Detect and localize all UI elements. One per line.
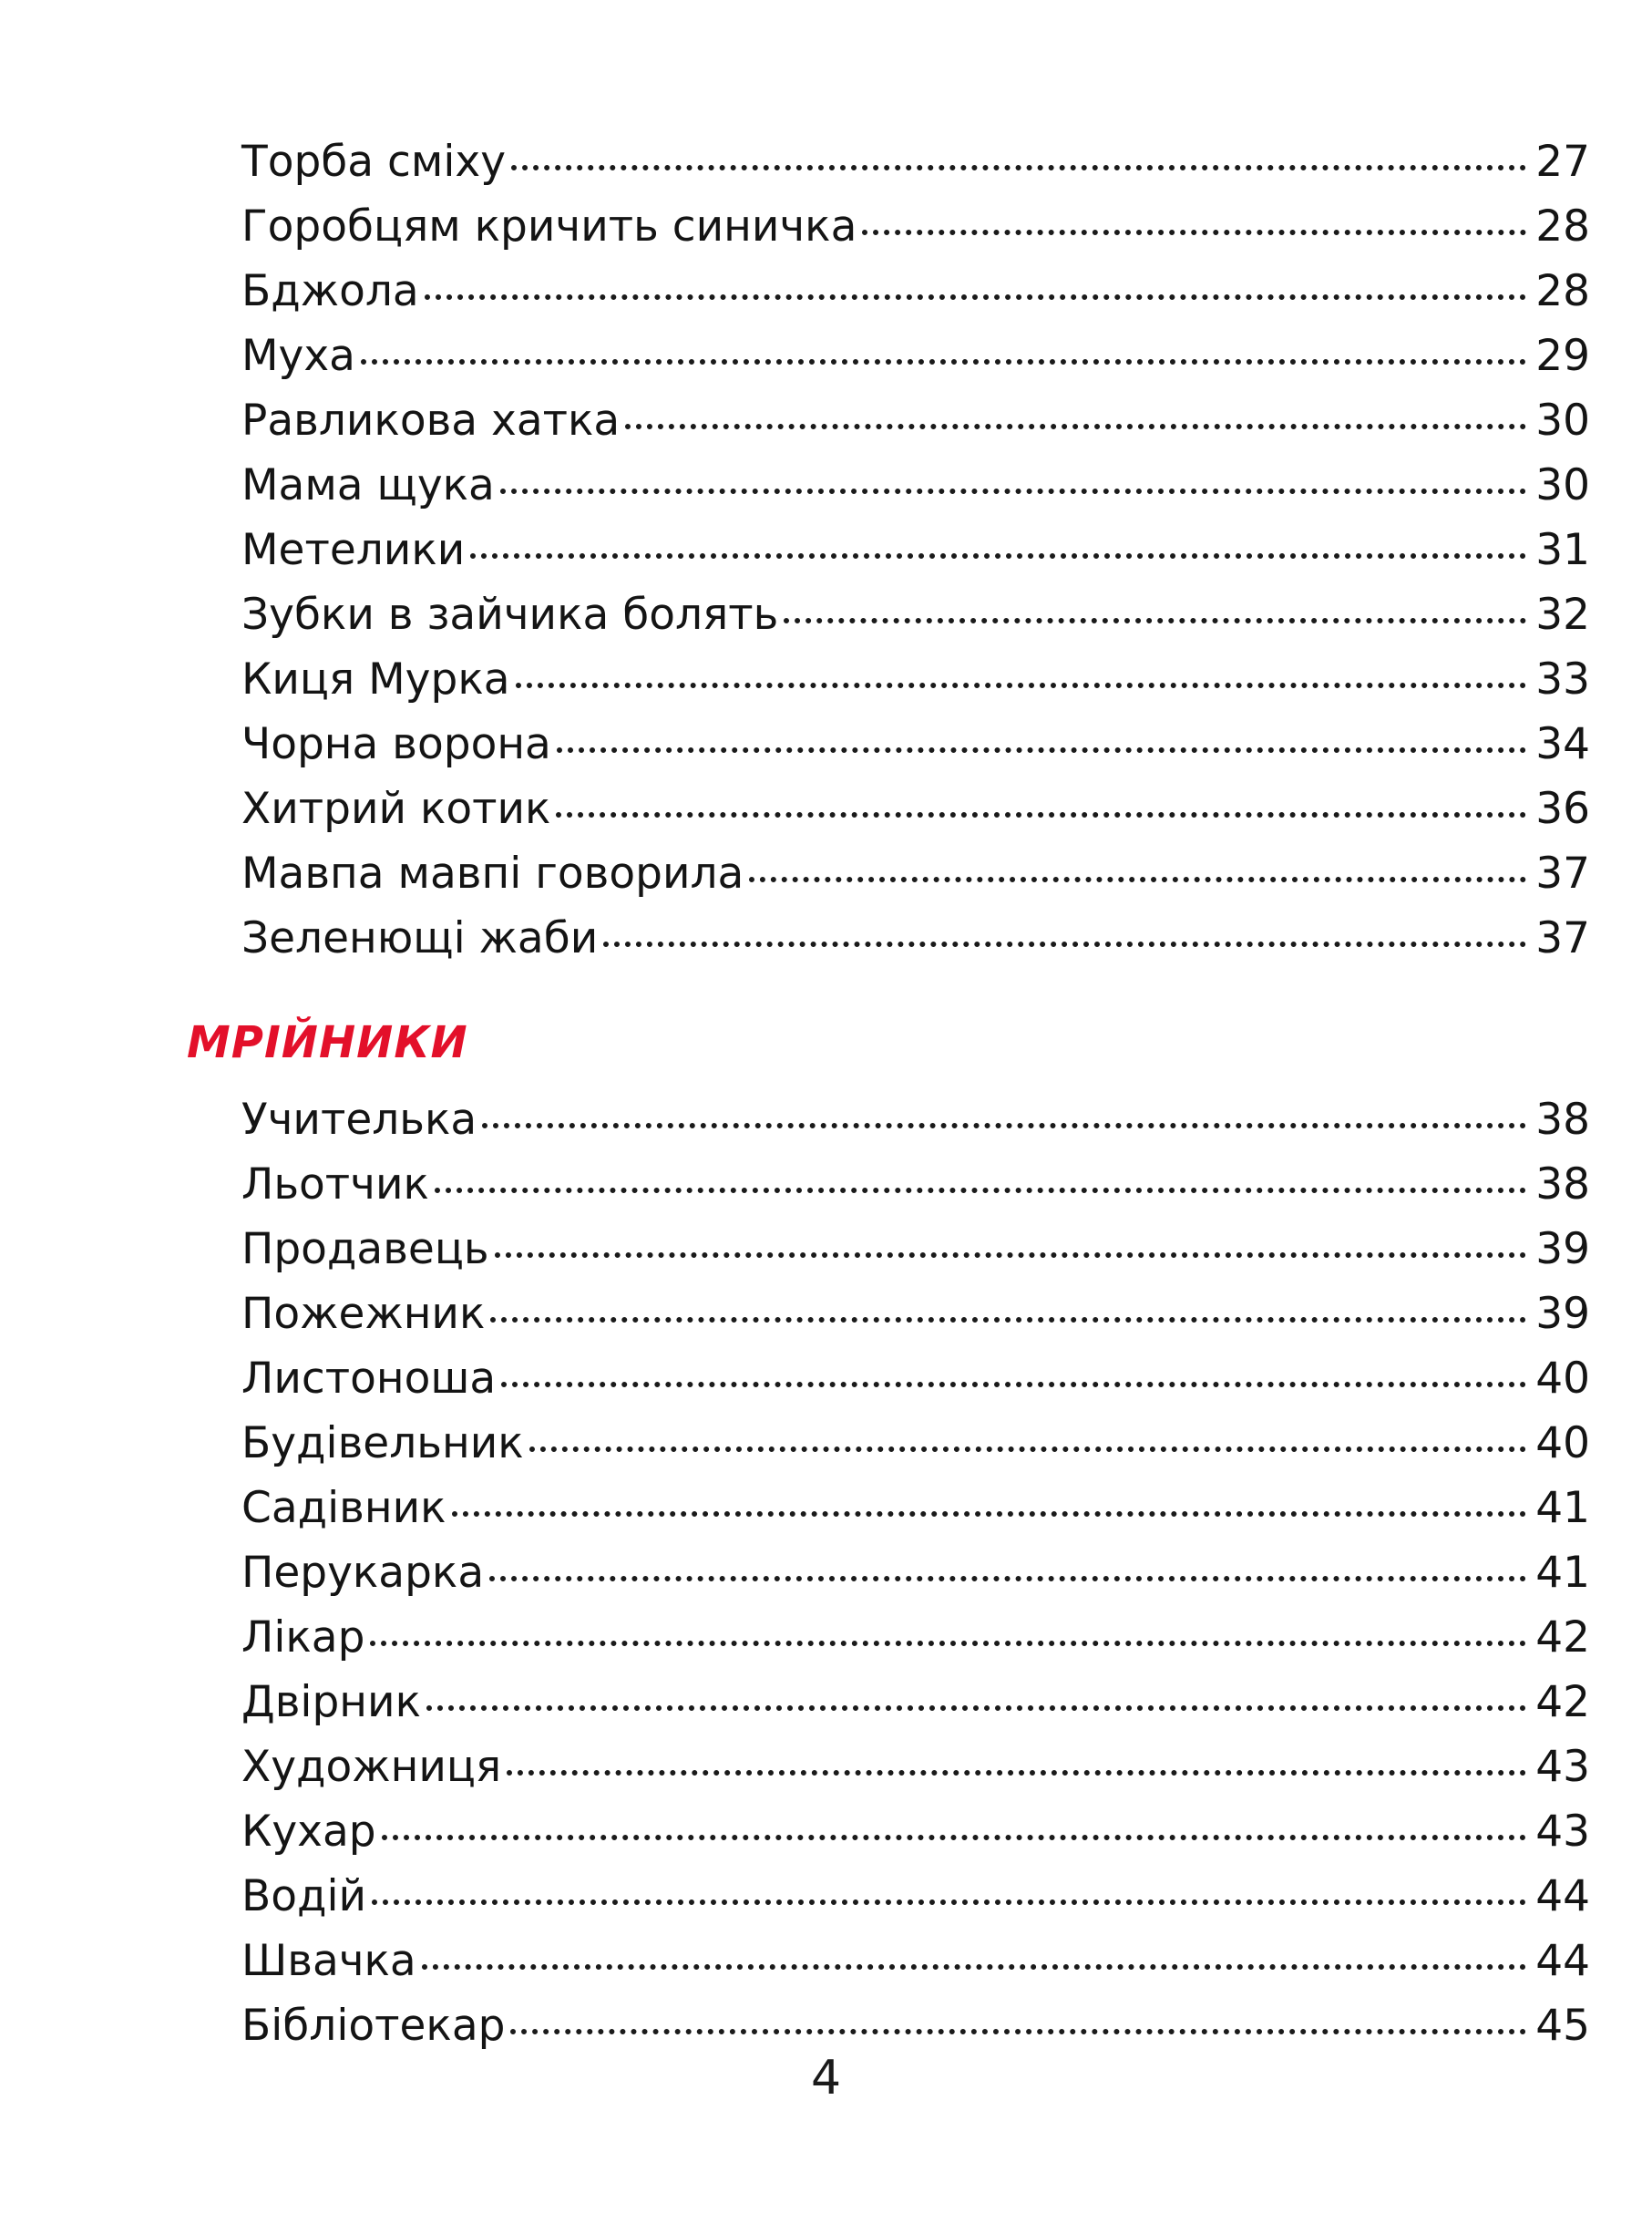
toc-entry-page: 44 — [1535, 1871, 1590, 1921]
toc-entry — [241, 1476, 1590, 1540]
dot-leader — [557, 747, 1526, 753]
toc-entry-title: Лікар — [241, 1612, 365, 1663]
toc-entry — [241, 777, 1590, 841]
toc-entry-page: 29 — [1535, 331, 1590, 381]
toc-entry-title: Перукарка — [241, 1548, 485, 1598]
dot-leader — [749, 877, 1526, 882]
toc-entry-title: Двірник — [241, 1677, 421, 1727]
dot-leader — [361, 359, 1526, 365]
dot-leader — [510, 2029, 1526, 2034]
toc-entry-page: 33 — [1535, 654, 1590, 705]
toc-entry-title: Равликова хатка — [241, 396, 621, 446]
toc-entry-page: 34 — [1535, 719, 1590, 769]
dot-leader — [507, 1770, 1526, 1776]
toc-entry-title: Торба сміху — [241, 137, 507, 187]
toc-entry-page: 40 — [1535, 1354, 1590, 1404]
dot-leader — [372, 1899, 1526, 1905]
toc-entry-title: Кухар — [241, 1807, 376, 1857]
toc-entry-title: Льотчик — [241, 1159, 429, 1210]
toc-entry — [241, 324, 1590, 388]
toc-entry-page: 28 — [1535, 201, 1590, 252]
toc-entry-title: Зубки в зайчика болять — [241, 590, 779, 640]
toc-entry — [241, 388, 1590, 453]
dot-leader — [784, 618, 1526, 623]
toc-entry-title: Киця Мурка — [241, 654, 510, 705]
dot-leader — [470, 553, 1526, 559]
toc-entry — [241, 1799, 1590, 1864]
toc-entry-page: 43 — [1535, 1807, 1590, 1857]
toc-entry — [241, 1605, 1590, 1670]
toc-entry-page: 30 — [1535, 396, 1590, 446]
toc-entry — [241, 1346, 1590, 1411]
toc-entry-page: 42 — [1535, 1677, 1590, 1727]
toc-entry-title: Бджола — [241, 266, 419, 316]
dot-leader — [511, 165, 1526, 170]
toc-entry — [241, 1864, 1590, 1929]
dot-leader — [500, 489, 1526, 494]
dot-leader — [482, 1123, 1526, 1128]
toc-entry-page: 37 — [1535, 913, 1590, 963]
toc-entry — [241, 1735, 1590, 1799]
dot-leader — [603, 942, 1526, 947]
toc-entry-page: 43 — [1535, 1742, 1590, 1792]
toc-entry — [241, 259, 1590, 324]
toc-entry-title: Чорна ворона — [241, 719, 551, 769]
toc-entry-page: 38 — [1535, 1095, 1590, 1145]
toc-entry — [241, 1217, 1590, 1282]
toc-entry — [241, 1282, 1590, 1346]
toc-entry — [241, 194, 1590, 259]
toc-entry — [241, 1929, 1590, 1993]
dot-leader — [625, 424, 1526, 429]
dot-leader — [489, 1576, 1526, 1581]
dot-leader — [862, 230, 1526, 235]
toc-entry-page: 45 — [1535, 2001, 1590, 2051]
toc-entry-page: 30 — [1535, 460, 1590, 510]
toc-entry — [241, 1670, 1590, 1735]
dot-leader — [382, 1835, 1527, 1840]
toc-entry-page: 39 — [1535, 1224, 1590, 1274]
toc-entry-page: 32 — [1535, 590, 1590, 640]
dot-leader — [495, 1252, 1527, 1258]
dot-leader — [490, 1317, 1526, 1323]
toc-entry-page: 42 — [1535, 1612, 1590, 1663]
toc-entry-title: Метелики — [241, 525, 466, 575]
toc-entry — [241, 1540, 1590, 1605]
toc-entry-page: 31 — [1535, 525, 1590, 575]
toc-entry-page: 36 — [1535, 784, 1590, 834]
toc-entry-page: 41 — [1535, 1548, 1590, 1598]
toc-entry-page: 39 — [1535, 1289, 1590, 1339]
toc-entry-title: Бібліотекар — [241, 2001, 506, 2051]
dot-leader — [556, 812, 1526, 818]
dot-leader — [422, 1964, 1526, 1970]
dot-leader — [529, 1446, 1527, 1452]
toc-entry-title: Швачка — [241, 1936, 416, 1986]
toc-entry-title: Художниця — [241, 1742, 502, 1792]
toc-section-1 — [241, 129, 1590, 971]
toc-entry-title: Водій — [241, 1871, 367, 1921]
toc-entry-title: Зеленющі жаби — [241, 913, 599, 963]
toc-entry-title: Мавпа мавпі говорила — [241, 849, 744, 899]
toc-entry — [241, 453, 1590, 518]
toc-entry-page: 37 — [1535, 849, 1590, 899]
dot-leader — [452, 1511, 1527, 1517]
toc-section-2 — [241, 1087, 1590, 2058]
toc-entry — [241, 582, 1590, 647]
toc-entry-title: Будівельник — [241, 1418, 524, 1468]
dot-leader — [425, 294, 1527, 300]
page-number: 4 — [810, 2051, 842, 2105]
toc-entry-page: 38 — [1535, 1159, 1590, 1210]
toc-entry — [241, 906, 1590, 971]
toc-entry-title: Муха — [241, 331, 355, 381]
toc-entry-page: 41 — [1535, 1483, 1590, 1533]
toc-entry — [241, 712, 1590, 777]
toc-entry-title: Продавець — [241, 1224, 489, 1274]
toc-entry-title: Садівник — [241, 1483, 446, 1533]
toc-entry — [241, 1087, 1590, 1152]
dot-leader — [370, 1641, 1526, 1646]
toc-entry — [241, 1152, 1590, 1217]
toc-entry-title: Мама щука — [241, 460, 495, 510]
toc-entry — [241, 518, 1590, 582]
toc-entry-title: Учителька — [241, 1095, 477, 1145]
toc-entry-page: 40 — [1535, 1418, 1590, 1468]
dot-leader — [501, 1382, 1526, 1387]
toc-entry-title: Пожежник — [241, 1289, 486, 1339]
dot-leader — [516, 683, 1527, 688]
toc-entry-page: 28 — [1535, 266, 1590, 316]
toc-entry-title: Горобцям кричить синичка — [241, 201, 857, 252]
dot-leader — [435, 1188, 1526, 1193]
dot-leader — [426, 1705, 1526, 1711]
toc-entry — [241, 647, 1590, 712]
toc-entry-page: 27 — [1535, 137, 1590, 187]
toc-entry — [241, 841, 1590, 906]
toc-entry-title: Хитрий котик — [241, 784, 551, 834]
section-heading: МРІЙНИКИ — [187, 1017, 468, 1068]
toc-entry-title: Листоноша — [241, 1354, 497, 1404]
toc-entry — [241, 1411, 1590, 1476]
toc-entry-page: 44 — [1535, 1936, 1590, 1986]
toc-entry — [241, 129, 1590, 194]
